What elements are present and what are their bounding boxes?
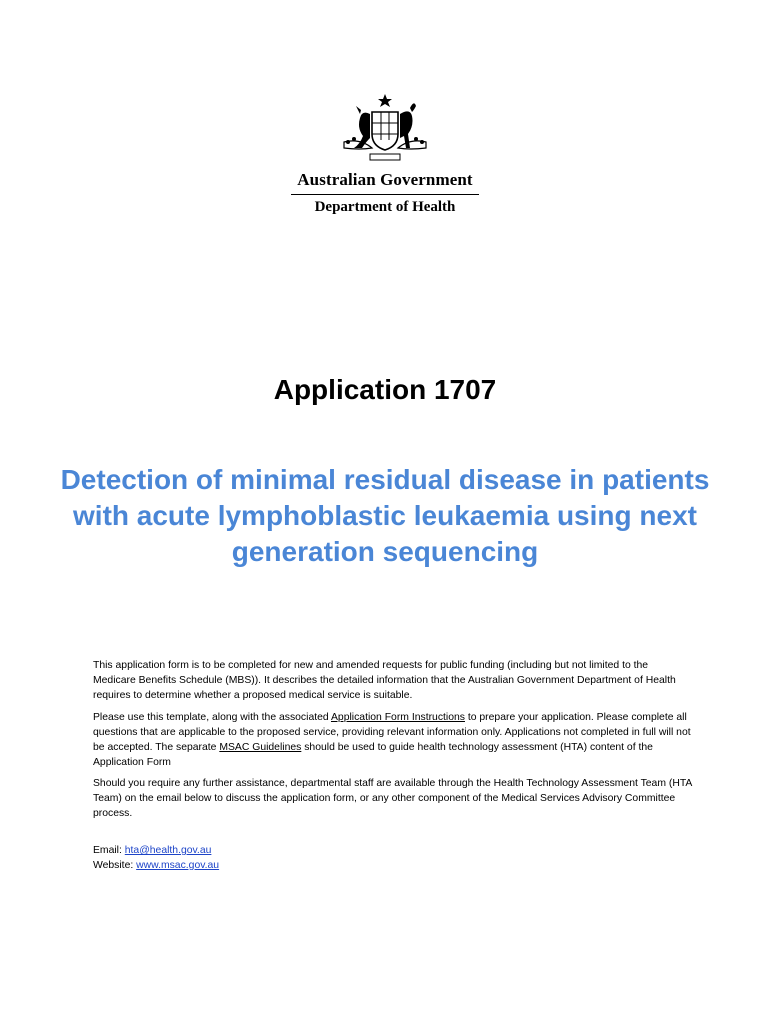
department-name: Department of Health xyxy=(314,199,456,215)
divider xyxy=(291,194,479,195)
website-link[interactable]: www.msac.gov.au xyxy=(136,860,220,871)
intro-paragraph xyxy=(93,658,693,709)
email-label: Email: xyxy=(93,845,125,856)
application-title: Application 1707 xyxy=(273,374,497,405)
paragraph-text: to prepare your application. Please complete all questions that are applicable to the proposed service, providing relevant information only. Applications not completed in full will not be accepted. The separate xyxy=(93,712,691,753)
website-label: Website: xyxy=(93,860,137,871)
paragraph-text: Should you require any further assistance, departmental staff are available through the Health Technology Assessment Team (HTA Team) on the email below to discuss the application form, or any other component of the Medical Services Advisory Committee process. xyxy=(93,778,692,819)
paragraph-text: should be used to guide health technology assessment (HTA) content of the Application Form xyxy=(93,742,653,768)
application-form-instructions-link[interactable]: Application Form Instructions xyxy=(330,712,465,723)
paragraph-text: This application form is to be completed for new and amended requests for public funding (including but not limited to the Medicare Benefits Schedule (MBS)). It describes the detailed information that the Australian Government Department of Health requires to determine whether a proposed medical service is suitable. xyxy=(93,660,676,701)
government-logo xyxy=(285,92,485,216)
government-name: Australian Government xyxy=(297,170,473,189)
assistance-paragraph xyxy=(93,776,693,827)
instructions-paragraph xyxy=(93,710,693,776)
contact-block xyxy=(93,843,693,873)
application-subtitle: Detection of minimal residual disease in patients with acute lymphoblastic leukaemia using next generation sequencing xyxy=(60,464,710,567)
coat-of-arms-icon xyxy=(330,92,440,164)
paragraph-text: Please use this template, along with the associated xyxy=(93,712,331,723)
email-link[interactable]: hta@health.gov.au xyxy=(124,845,212,856)
msac-guidelines-link[interactable]: MSAC Guidelines xyxy=(219,742,302,753)
